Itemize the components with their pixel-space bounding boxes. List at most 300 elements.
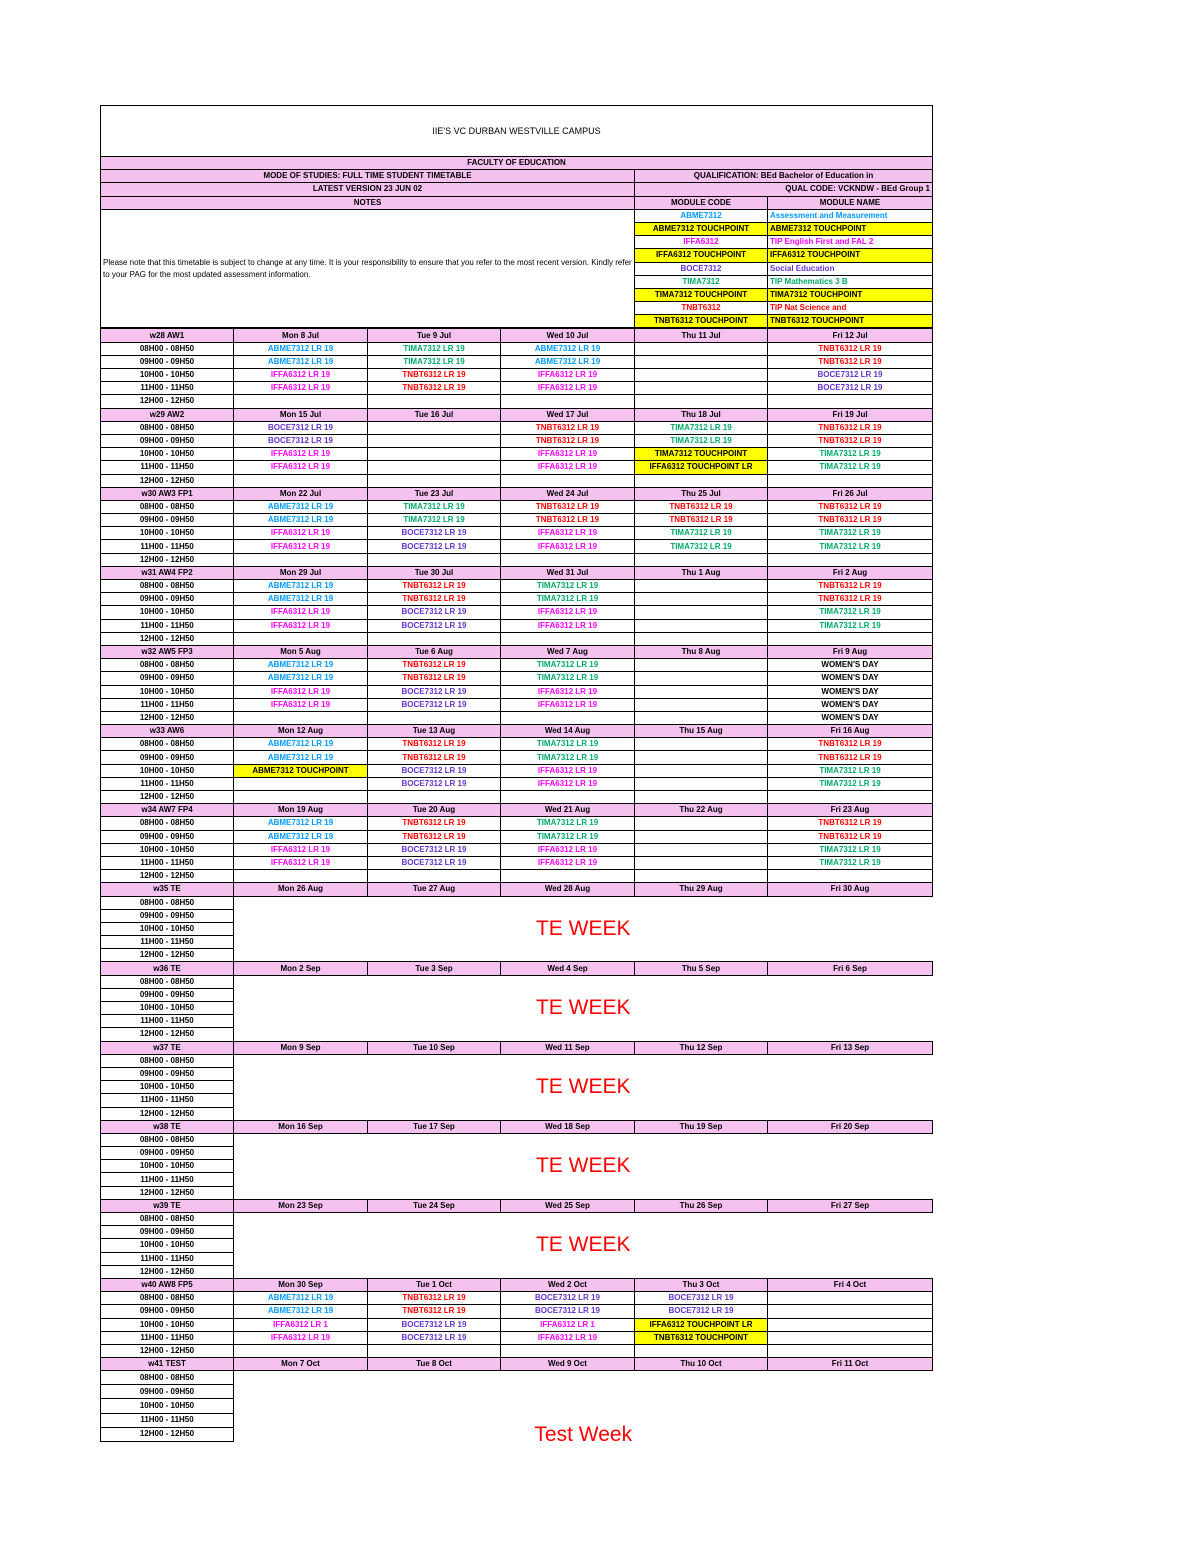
time-slot: 10H00 - 10H50	[101, 1239, 234, 1252]
class-cell	[234, 1344, 368, 1357]
class-cell	[768, 1331, 933, 1344]
time-slot: 09H00 - 09H50	[101, 830, 234, 843]
time-slot: 09H00 - 09H50	[101, 593, 234, 606]
time-slot-row	[101, 500, 933, 513]
class-cell: TNBT6312 LR 19	[768, 342, 933, 355]
time-slot: 09H00 - 09H50	[101, 434, 234, 447]
class-cell	[234, 870, 368, 883]
day-header: Fri 27 Sep	[768, 1199, 933, 1212]
class-cell: ABME7312 LR 19	[234, 580, 368, 593]
time-slot: 11H00 - 11H50	[101, 1015, 234, 1028]
class-cell: IFFA6312 LR 19	[234, 382, 368, 395]
module-name: Social Education	[768, 262, 933, 275]
class-cell: TNBT6312 LR 19	[368, 830, 501, 843]
day-header: Tue 16 Jul	[368, 408, 501, 421]
class-cell	[768, 870, 933, 883]
time-slot: 09H00 - 09H50	[101, 751, 234, 764]
class-cell: IFFA6312 LR 1	[501, 1318, 635, 1331]
class-cell	[635, 369, 768, 382]
class-cell: TNBT6312 LR 19	[635, 500, 768, 513]
time-slot: 10H00 - 10H50	[101, 764, 234, 777]
class-cell	[234, 395, 368, 408]
class-cell: BOCE7312 LR 19	[635, 1292, 768, 1305]
class-cell: TIMA7312 LR 19	[768, 527, 933, 540]
class-cell	[635, 685, 768, 698]
day-header: Thu 15 Aug	[635, 725, 768, 738]
class-cell	[234, 632, 368, 645]
time-slot-row	[101, 777, 933, 790]
time-slot: 12H00 - 12H50	[101, 395, 234, 408]
time-slot-row	[101, 698, 933, 711]
class-cell: ABME7312 LR 19	[234, 500, 368, 513]
class-cell: IFFA6312 LR 1	[234, 1318, 368, 1331]
time-slot-row	[101, 751, 933, 764]
time-slot: 08H00 - 08H50	[101, 659, 234, 672]
day-header: Tue 1 Oct	[368, 1278, 501, 1291]
module-code: ABME7312 TOUCHPOINT	[635, 222, 768, 235]
time-slot: 08H00 - 08H50	[101, 896, 234, 909]
class-cell: ABME7312 LR 19	[234, 514, 368, 527]
class-cell: ABME7312 LR 19	[234, 355, 368, 368]
class-cell: IFFA6312 LR 19	[234, 685, 368, 698]
time-slot-row	[101, 896, 933, 909]
time-slot: 10H00 - 10H50	[101, 1160, 234, 1173]
day-header: Thu 26 Sep	[635, 1199, 768, 1212]
class-cell	[501, 474, 635, 487]
day-header: Mon 15 Jul	[234, 408, 368, 421]
time-slot: 10H00 - 10H50	[101, 1399, 234, 1413]
day-header: Fri 6 Sep	[768, 962, 933, 975]
week-block-label: TE WEEK	[234, 1213, 933, 1279]
class-cell: TIMA7312 LR 19	[501, 751, 635, 764]
time-slot: 11H00 - 11H50	[101, 382, 234, 395]
time-slot-row	[101, 580, 933, 593]
week-header-row	[101, 1358, 933, 1371]
class-cell: IFFA6312 LR 19	[501, 448, 635, 461]
class-cell: ABME7312 LR 19	[234, 672, 368, 685]
time-slot: 09H00 - 09H50	[101, 909, 234, 922]
module-code: TNBT6312	[635, 302, 768, 315]
class-cell	[635, 382, 768, 395]
class-cell: TIMA7312 TOUCHPOINT	[635, 448, 768, 461]
class-cell: TIMA7312 LR 19	[368, 514, 501, 527]
week-header-row	[101, 1041, 933, 1054]
class-cell: IFFA6312 LR 19	[501, 369, 635, 382]
time-slot-row	[101, 448, 933, 461]
week-label: w32 AW5 FP3	[101, 645, 234, 658]
time-slot: 12H00 - 12H50	[101, 1107, 234, 1120]
class-cell: BOCE7312 LR 19	[368, 843, 501, 856]
class-cell	[635, 764, 768, 777]
class-cell: TIMA7312 LR 19	[635, 527, 768, 540]
class-cell	[368, 553, 501, 566]
class-cell	[635, 830, 768, 843]
class-cell: IFFA6312 LR 19	[234, 461, 368, 474]
time-slot-row	[101, 659, 933, 672]
class-cell: IFFA6312 LR 19	[501, 685, 635, 698]
module-name-label: MODULE NAME	[768, 196, 933, 209]
day-header: Fri 13 Sep	[768, 1041, 933, 1054]
time-slot: 10H00 - 10H50	[101, 527, 234, 540]
class-cell: TNBT6312 LR 19	[368, 817, 501, 830]
time-slot-row	[101, 1292, 933, 1305]
latest-version: LATEST VERSION 23 JUN 02	[101, 183, 635, 196]
week-header-row	[101, 962, 933, 975]
day-header: Fri 20 Sep	[768, 1120, 933, 1133]
class-cell: TIMA7312 LR 19	[768, 856, 933, 869]
day-header: Fri 4 Oct	[768, 1278, 933, 1291]
time-slot-row	[101, 1371, 933, 1385]
time-slot: 10H00 - 10H50	[101, 369, 234, 382]
time-slot-row	[101, 856, 933, 869]
time-slot: 10H00 - 10H50	[101, 448, 234, 461]
time-slot-row	[101, 1331, 933, 1344]
class-cell	[234, 711, 368, 724]
class-cell	[635, 593, 768, 606]
day-header: Tue 27 Aug	[368, 883, 501, 896]
day-header: Thu 1 Aug	[635, 566, 768, 579]
class-cell: IFFA6312 LR 19	[501, 527, 635, 540]
class-cell: BOCE7312 LR 19	[368, 540, 501, 553]
week-label: w35 TE	[101, 883, 234, 896]
class-cell: TIMA7312 LR 19	[768, 540, 933, 553]
time-slot: 12H00 - 12H50	[101, 711, 234, 724]
day-header: Thu 18 Jul	[635, 408, 768, 421]
class-cell	[635, 395, 768, 408]
day-header: Tue 9 Jul	[368, 329, 501, 342]
day-header: Mon 8 Jul	[234, 329, 368, 342]
class-cell: TIMA7312 LR 19	[635, 434, 768, 447]
week-header-row	[101, 804, 933, 817]
day-header: Fri 19 Jul	[768, 408, 933, 421]
time-slot-row	[101, 1344, 933, 1357]
class-cell	[635, 474, 768, 487]
class-cell: IFFA6312 LR 19	[501, 540, 635, 553]
module-name: TIP English First and FAL 2	[768, 236, 933, 249]
class-cell: TIMA7312 LR 19	[635, 540, 768, 553]
class-cell: WOMEN'S DAY	[768, 711, 933, 724]
time-slot: 11H00 - 11H50	[101, 1173, 234, 1186]
class-cell: TIMA7312 LR 19	[368, 500, 501, 513]
class-cell: IFFA6312 LR 19	[234, 856, 368, 869]
week-label: w30 AW3 FP1	[101, 487, 234, 500]
time-slot: 09H00 - 09H50	[101, 1067, 234, 1080]
class-cell: TNBT6312 LR 19	[368, 659, 501, 672]
time-slot: 11H00 - 11H50	[101, 540, 234, 553]
time-slot-row	[101, 527, 933, 540]
week-label: w41 TEST	[101, 1358, 234, 1371]
week-header-row	[101, 329, 933, 342]
time-slot: 08H00 - 08H50	[101, 500, 234, 513]
class-cell	[635, 659, 768, 672]
day-header: Fri 23 Aug	[768, 804, 933, 817]
time-slot-row	[101, 382, 933, 395]
time-slot: 08H00 - 08H50	[101, 1292, 234, 1305]
day-header: Thu 3 Oct	[635, 1278, 768, 1291]
time-slot-row	[101, 514, 933, 527]
class-cell	[501, 395, 635, 408]
time-slot-row	[101, 1318, 933, 1331]
class-cell: BOCE7312 LR 19	[368, 606, 501, 619]
class-cell: BOCE7312 LR 19	[368, 698, 501, 711]
class-cell	[768, 1305, 933, 1318]
class-cell	[501, 711, 635, 724]
module-code: BOCE7312	[635, 262, 768, 275]
time-slot: 11H00 - 11H50	[101, 936, 234, 949]
class-cell: BOCE7312 LR 19	[368, 1331, 501, 1344]
day-header: Mon 23 Sep	[234, 1199, 368, 1212]
class-cell: ABME7312 LR 19	[234, 1292, 368, 1305]
class-cell: BOCE7312 LR 19	[368, 777, 501, 790]
day-header: Wed 31 Jul	[501, 566, 635, 579]
class-cell: ABME7312 LR 19	[234, 1305, 368, 1318]
time-slot: 09H00 - 09H50	[101, 672, 234, 685]
time-slot: 09H00 - 09H50	[101, 1305, 234, 1318]
day-header: Fri 2 Aug	[768, 566, 933, 579]
class-cell: TIMA7312 LR 19	[501, 659, 635, 672]
class-cell: BOCE7312 LR 19	[501, 1305, 635, 1318]
time-slot-row	[101, 355, 933, 368]
class-cell: TNBT6312 LR 19	[368, 369, 501, 382]
timetable-sheet	[100, 105, 932, 1442]
class-cell	[635, 711, 768, 724]
class-cell: TIMA7312 LR 19	[501, 580, 635, 593]
class-cell	[368, 474, 501, 487]
day-header: Thu 29 Aug	[635, 883, 768, 896]
time-slot: 08H00 - 08H50	[101, 975, 234, 988]
time-slot: 09H00 - 09H50	[101, 355, 234, 368]
class-cell: ABME7312 LR 19	[234, 593, 368, 606]
class-cell: IFFA6312 LR 19	[501, 606, 635, 619]
time-slot: 08H00 - 08H50	[101, 580, 234, 593]
time-slot: 11H00 - 11H50	[101, 619, 234, 632]
class-cell: BOCE7312 LR 19	[234, 434, 368, 447]
class-cell	[635, 698, 768, 711]
class-cell	[768, 474, 933, 487]
day-header: Mon 29 Jul	[234, 566, 368, 579]
campus-title: IIE'S VC DURBAN WESTVILLE CAMPUS	[101, 106, 933, 157]
class-cell	[368, 421, 501, 434]
class-cell	[635, 553, 768, 566]
class-cell: TNBT6312 LR 19	[368, 1305, 501, 1318]
class-cell: BOCE7312 LR 19	[768, 382, 933, 395]
week-block-label: TE WEEK	[234, 975, 933, 1041]
time-slot-row	[101, 870, 933, 883]
class-cell: TNBT6312 LR 19	[635, 514, 768, 527]
time-slot-row	[101, 1054, 933, 1067]
class-cell: TIMA7312 LR 19	[768, 843, 933, 856]
time-slot: 11H00 - 11H50	[101, 1413, 234, 1427]
class-cell	[501, 1344, 635, 1357]
day-header: Mon 2 Sep	[234, 962, 368, 975]
day-header: Fri 11 Oct	[768, 1358, 933, 1371]
class-cell: IFFA6312 LR 19	[234, 1331, 368, 1344]
day-header: Wed 7 Aug	[501, 645, 635, 658]
class-cell: TNBT6312 LR 19	[768, 738, 933, 751]
class-cell	[768, 632, 933, 645]
time-slot: 08H00 - 08H50	[101, 1054, 234, 1067]
class-cell: ABME7312 LR 19	[501, 355, 635, 368]
class-cell: IFFA6312 LR 19	[501, 1331, 635, 1344]
class-cell	[635, 342, 768, 355]
week-header-row	[101, 725, 933, 738]
week-block-label: TE WEEK	[234, 1133, 933, 1199]
day-header: Thu 12 Sep	[635, 1041, 768, 1054]
qualification: QUALIFICATION: BEd Bachelor of Education in	[635, 170, 933, 183]
day-header: Wed 11 Sep	[501, 1041, 635, 1054]
day-header: Fri 9 Aug	[768, 645, 933, 658]
class-cell: IFFA6312 LR 19	[234, 698, 368, 711]
time-slot-row	[101, 553, 933, 566]
week-block-label: TE WEEK	[234, 1054, 933, 1120]
time-slot: 12H00 - 12H50	[101, 1028, 234, 1041]
class-cell	[768, 791, 933, 804]
day-header: Tue 17 Sep	[368, 1120, 501, 1133]
day-header: Tue 30 Jul	[368, 566, 501, 579]
time-slot: 08H00 - 08H50	[101, 738, 234, 751]
time-slot-row	[101, 474, 933, 487]
day-header: Fri 26 Jul	[768, 487, 933, 500]
time-slot: 11H00 - 11H50	[101, 698, 234, 711]
notes-text: Please note that this timetable is subject to change at any time. It is your responsibility to ensure that you refer to the most recent version. Kindly refer to your PAG for the most updated assessment information.	[101, 209, 635, 328]
time-slot: 11H00 - 11H50	[101, 856, 234, 869]
day-header: Tue 10 Sep	[368, 1041, 501, 1054]
week-label: w33 AW6	[101, 725, 234, 738]
class-cell: TNBT6312 LR 19	[768, 580, 933, 593]
mode-of-studies: MODE OF STUDIES: FULL TIME STUDENT TIMETABLE	[101, 170, 635, 183]
class-cell: BOCE7312 LR 19	[234, 421, 368, 434]
day-header: Thu 8 Aug	[635, 645, 768, 658]
time-slot: 09H00 - 09H50	[101, 1385, 234, 1399]
module-name: TNBT6312 TOUCHPOINT	[768, 315, 933, 328]
module-code: TNBT6312 TOUCHPOINT	[635, 315, 768, 328]
class-cell: TNBT6312 LR 19	[768, 500, 933, 513]
day-header: Tue 13 Aug	[368, 725, 501, 738]
class-cell	[768, 1292, 933, 1305]
day-header: Wed 17 Jul	[501, 408, 635, 421]
time-slot: 08H00 - 08H50	[101, 817, 234, 830]
module-name: IFFA6312 TOUCHPOINT	[768, 249, 933, 262]
time-slot: 12H00 - 12H50	[101, 632, 234, 645]
class-cell: IFFA6312 TOUCHPOINT LR	[635, 1318, 768, 1331]
module-name: ABME7312 TOUCHPOINT	[768, 222, 933, 235]
day-header: Fri 12 Jul	[768, 329, 933, 342]
module-code: TIMA7312 TOUCHPOINT	[635, 288, 768, 301]
class-cell: IFFA6312 LR 19	[501, 619, 635, 632]
class-cell	[501, 870, 635, 883]
time-slot: 09H00 - 09H50	[101, 514, 234, 527]
class-cell: TNBT6312 LR 19	[368, 672, 501, 685]
class-cell: TNBT6312 LR 19	[368, 382, 501, 395]
class-cell	[368, 461, 501, 474]
week-label: w39 TE	[101, 1199, 234, 1212]
time-slot-row	[101, 421, 933, 434]
time-slot-row	[101, 975, 933, 988]
day-header: Thu 10 Oct	[635, 1358, 768, 1371]
day-header: Wed 18 Sep	[501, 1120, 635, 1133]
module-row	[101, 209, 933, 222]
class-cell: TNBT6312 LR 19	[768, 830, 933, 843]
time-slot: 08H00 - 08H50	[101, 1133, 234, 1146]
time-slot: 12H00 - 12H50	[101, 553, 234, 566]
class-cell	[635, 843, 768, 856]
time-slot: 10H00 - 10H50	[101, 1002, 234, 1015]
day-header: Wed 2 Oct	[501, 1278, 635, 1291]
class-cell: TNBT6312 LR 19	[768, 593, 933, 606]
class-cell	[635, 619, 768, 632]
module-code: IFFA6312	[635, 236, 768, 249]
class-cell	[635, 580, 768, 593]
time-slot-row	[101, 434, 933, 447]
time-slot: 10H00 - 10H50	[101, 1318, 234, 1331]
day-header: Mon 26 Aug	[234, 883, 368, 896]
class-cell: TNBT6312 LR 19	[368, 751, 501, 764]
class-cell: ABME7312 LR 19	[234, 830, 368, 843]
class-cell	[635, 355, 768, 368]
time-slot: 12H00 - 12H50	[101, 791, 234, 804]
class-cell	[635, 791, 768, 804]
class-cell: IFFA6312 LR 19	[234, 527, 368, 540]
class-cell: WOMEN'S DAY	[768, 698, 933, 711]
day-header: Mon 12 Aug	[234, 725, 368, 738]
time-slot: 10H00 - 10H50	[101, 843, 234, 856]
class-cell: WOMEN'S DAY	[768, 685, 933, 698]
time-slot: 08H00 - 08H50	[101, 1213, 234, 1226]
time-slot: 12H00 - 12H50	[101, 474, 234, 487]
class-cell: TIMA7312 LR 19	[768, 777, 933, 790]
time-slot-row	[101, 369, 933, 382]
class-cell	[635, 606, 768, 619]
day-header: Tue 3 Sep	[368, 962, 501, 975]
time-slot-row	[101, 791, 933, 804]
class-cell: TIMA7312 LR 19	[368, 342, 501, 355]
class-cell: TNBT6312 LR 19	[501, 434, 635, 447]
week-header-row	[101, 645, 933, 658]
class-cell: TIMA7312 LR 19	[768, 764, 933, 777]
class-cell	[234, 791, 368, 804]
class-cell: TIMA7312 LR 19	[768, 606, 933, 619]
day-header: Thu 11 Jul	[635, 329, 768, 342]
class-cell	[635, 856, 768, 869]
qual-code: QUAL CODE: VCKNDW - BEd Group 1	[635, 183, 933, 196]
week-header-row	[101, 1278, 933, 1291]
week-label: w31 AW4 FP2	[101, 566, 234, 579]
class-cell: BOCE7312 LR 19	[501, 1292, 635, 1305]
notes-label: NOTES	[101, 196, 635, 209]
time-slot-row	[101, 606, 933, 619]
day-header: Thu 5 Sep	[635, 962, 768, 975]
module-code: ABME7312	[635, 209, 768, 222]
time-slot: 09H00 - 09H50	[101, 1226, 234, 1239]
class-cell	[768, 1318, 933, 1331]
day-header: Mon 19 Aug	[234, 804, 368, 817]
module-list	[101, 209, 933, 328]
module-name: TIP Mathematics 3 B	[768, 275, 933, 288]
time-slot-row	[101, 1213, 933, 1226]
day-header: Mon 5 Aug	[234, 645, 368, 658]
class-cell: IFFA6312 LR 19	[234, 369, 368, 382]
week-header-row	[101, 408, 933, 421]
class-cell: BOCE7312 LR 19	[368, 764, 501, 777]
time-slot: 12H00 - 12H50	[101, 1344, 234, 1357]
class-cell: TIMA7312 LR 19	[635, 421, 768, 434]
class-cell: TNBT6312 LR 19	[768, 817, 933, 830]
week-label: w38 TE	[101, 1120, 234, 1133]
class-cell: ABME7312 LR 19	[234, 738, 368, 751]
week-label: w34 AW7 FP4	[101, 804, 234, 817]
time-slot: 11H00 - 11H50	[101, 1252, 234, 1265]
class-cell: ABME7312 LR 19	[501, 342, 635, 355]
